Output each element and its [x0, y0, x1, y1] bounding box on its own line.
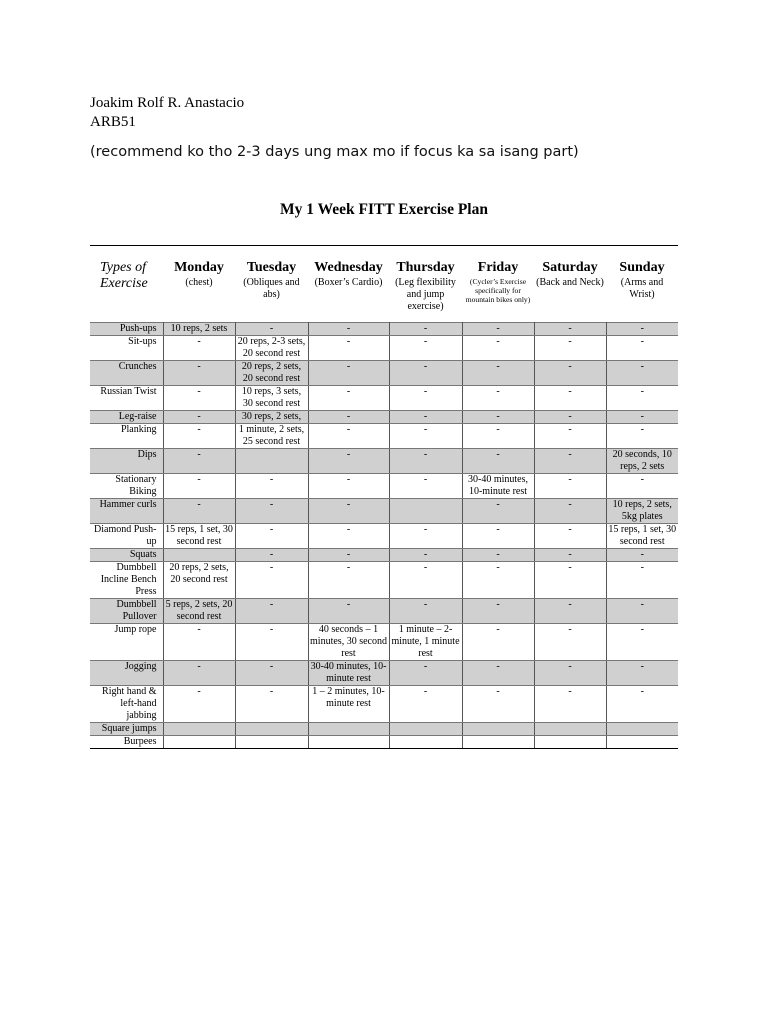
plan-cell [308, 736, 389, 749]
plan-cell [534, 723, 606, 736]
day-header-thursday [389, 255, 462, 323]
plan-cell: - [308, 424, 389, 449]
plan-cell [235, 449, 308, 474]
author-section: ARB51 [90, 114, 136, 130]
plan-cell: - [308, 524, 389, 549]
plan-cell: - [389, 562, 462, 599]
plan-cell [462, 723, 534, 736]
plan-cell: - [606, 323, 678, 336]
plan-cell: - [235, 562, 308, 599]
title-divider [90, 245, 678, 246]
plan-cell: - [308, 549, 389, 562]
table-row [90, 599, 678, 624]
plan-cell: - [235, 686, 308, 723]
exercise-plan-table [90, 255, 678, 749]
day-name: Wednesday [314, 260, 383, 275]
exercise-name-cell: Squats [90, 549, 163, 562]
page-title: My 1 Week FITT Exercise Plan [280, 201, 488, 218]
plan-cell: - [389, 323, 462, 336]
plan-cell: - [235, 323, 308, 336]
plan-cell [389, 736, 462, 749]
day-focus: (Boxer’s Cardio) [314, 277, 383, 288]
plan-cell: - [308, 449, 389, 474]
plan-cell [606, 736, 678, 749]
author-block [90, 94, 244, 132]
day-name: Thursday [396, 260, 455, 275]
plan-cell [235, 736, 308, 749]
plan-cell: - [163, 686, 235, 723]
plan-cell: - [235, 499, 308, 524]
plan-cell [534, 736, 606, 749]
plan-cell: 15 reps, 1 set, 30 second rest [163, 524, 235, 549]
table-header-row [90, 255, 678, 323]
plan-cell [163, 736, 235, 749]
plan-cell: - [163, 386, 235, 411]
table-row [90, 361, 678, 386]
plan-cell: - [606, 661, 678, 686]
plan-cell [163, 723, 235, 736]
exercise-name-cell: Diamond Push-up [90, 524, 163, 549]
day-focus: (Cycler’s Exercise specifically for mountain bikes only) [465, 277, 531, 304]
day-name: Monday [174, 260, 224, 275]
day-focus: (Arms and Wrist) [620, 277, 664, 300]
plan-cell: - [534, 686, 606, 723]
plan-cell [163, 549, 235, 562]
plan-cell [462, 736, 534, 749]
plan-cell: - [534, 323, 606, 336]
day-name: Sunday [619, 260, 665, 275]
plan-cell: - [235, 524, 308, 549]
plan-cell: 20 reps, 2 sets, 20 second rest [163, 562, 235, 599]
plan-cell: - [235, 624, 308, 661]
table-row [90, 661, 678, 686]
plan-cell: - [163, 361, 235, 386]
exercise-name-cell: Sit-ups [90, 336, 163, 361]
day-focus: (Back and Neck) [536, 277, 604, 288]
table-row [90, 723, 678, 736]
plan-cell: 15 reps, 1 set, 30 second rest [606, 524, 678, 549]
plan-cell [235, 723, 308, 736]
plan-cell: 30-40 minutes, 10-minute rest [308, 661, 389, 686]
plan-cell: 1 minute – 2-minute, 1 minute rest [389, 624, 462, 661]
plan-cell: 10 reps, 3 sets, 30 second rest [235, 386, 308, 411]
table-row [90, 411, 678, 424]
plan-cell: - [462, 411, 534, 424]
plan-cell: - [163, 624, 235, 661]
plan-cell: - [462, 562, 534, 599]
exercise-name-cell: Planking [90, 424, 163, 449]
plan-cell: - [462, 549, 534, 562]
exercise-name-cell: Square jumps [90, 723, 163, 736]
plan-cell: - [163, 661, 235, 686]
plan-cell: 20 seconds, 10 reps, 2 sets [606, 449, 678, 474]
day-header-friday [462, 255, 534, 323]
table-row [90, 736, 678, 749]
table-body [90, 323, 678, 749]
plan-cell: - [462, 599, 534, 624]
plan-cell: - [308, 323, 389, 336]
exercise-name-cell: Stationary Biking [90, 474, 163, 499]
plan-cell: - [606, 562, 678, 599]
day-header-wednesday [308, 255, 389, 323]
plan-cell: - [534, 562, 606, 599]
exercise-name-cell: Jogging [90, 661, 163, 686]
plan-cell: - [462, 336, 534, 361]
plan-cell: - [606, 424, 678, 449]
plan-cell: - [308, 562, 389, 599]
exercise-name-cell: Dips [90, 449, 163, 474]
plan-cell: - [163, 336, 235, 361]
plan-cell: - [534, 474, 606, 499]
plan-cell: - [606, 624, 678, 661]
plan-cell: 40 seconds – 1 minutes, 30 second rest [308, 624, 389, 661]
exercise-name-cell: Russian Twist [90, 386, 163, 411]
plan-cell: - [462, 686, 534, 723]
plan-cell: - [235, 474, 308, 499]
table-row [90, 474, 678, 499]
plan-cell [606, 723, 678, 736]
plan-cell: - [462, 361, 534, 386]
plan-cell: - [389, 336, 462, 361]
plan-cell: 5 reps, 2 sets, 20 second rest [163, 599, 235, 624]
day-header-saturday [534, 255, 606, 323]
day-header-tuesday [235, 255, 308, 323]
plan-cell: - [534, 624, 606, 661]
plan-cell: - [462, 449, 534, 474]
plan-cell: - [606, 474, 678, 499]
plan-cell: - [389, 449, 462, 474]
table-row [90, 562, 678, 599]
day-header-monday [163, 255, 235, 323]
plan-cell: - [389, 386, 462, 411]
plan-cell: - [534, 386, 606, 411]
plan-cell [308, 723, 389, 736]
table-row [90, 549, 678, 562]
plan-cell: 1 – 2 minutes, 10-minute rest [308, 686, 389, 723]
plan-cell: - [308, 599, 389, 624]
plan-cell: - [534, 361, 606, 386]
plan-cell: - [534, 336, 606, 361]
day-name: Saturday [542, 260, 598, 275]
plan-cell: - [163, 449, 235, 474]
plan-cell: 30 reps, 2 sets, [235, 411, 308, 424]
plan-cell: - [389, 661, 462, 686]
day-name: Friday [477, 260, 519, 275]
plan-cell: - [606, 599, 678, 624]
exercise-name-cell: Leg-raise [90, 411, 163, 424]
plan-cell: 30-40 minutes, 10-minute rest [462, 474, 534, 499]
table-row [90, 449, 678, 474]
plan-cell: - [606, 411, 678, 424]
day-focus: (Obliques and abs) [243, 277, 300, 300]
table-row [90, 323, 678, 336]
plan-cell: - [462, 624, 534, 661]
plan-cell: - [462, 424, 534, 449]
day-header-sunday [606, 255, 678, 323]
plan-cell: - [235, 661, 308, 686]
plan-cell: - [462, 323, 534, 336]
table-row [90, 336, 678, 361]
author-name: Joakim Rolf R. Anastacio [90, 95, 245, 111]
plan-cell: - [389, 411, 462, 424]
types-of-exercise-header: Types of Exercise [100, 260, 148, 291]
plan-cell: - [606, 549, 678, 562]
plan-cell: - [389, 361, 462, 386]
plan-cell: - [462, 524, 534, 549]
plan-cell: - [308, 474, 389, 499]
plan-cell: - [462, 661, 534, 686]
plan-cell: - [534, 424, 606, 449]
plan-cell: - [308, 336, 389, 361]
exercise-name-cell: Burpees [90, 736, 163, 749]
plan-cell: - [606, 361, 678, 386]
plan-cell: - [534, 661, 606, 686]
plan-cell [389, 499, 462, 524]
plan-cell: - [389, 549, 462, 562]
plan-cell: - [462, 499, 534, 524]
table-row [90, 386, 678, 411]
plan-cell: - [389, 524, 462, 549]
plan-cell: 10 reps, 2 sets [163, 323, 235, 336]
exercise-name-cell: Jump rope [90, 624, 163, 661]
plan-cell: - [235, 549, 308, 562]
plan-cell: - [606, 686, 678, 723]
plan-cell: - [534, 411, 606, 424]
plan-cell: 10 reps, 2 sets, 5kg plates [606, 499, 678, 524]
day-name: Tuesday [246, 260, 297, 275]
plan-cell: - [389, 599, 462, 624]
plan-cell: - [534, 549, 606, 562]
plan-cell [389, 723, 462, 736]
exercise-name-cell: Right hand & left-hand jabbing [90, 686, 163, 723]
plan-cell: - [308, 411, 389, 424]
plan-cell: - [534, 499, 606, 524]
plan-cell: - [163, 474, 235, 499]
plan-cell: - [389, 474, 462, 499]
plan-cell: - [163, 411, 235, 424]
table-row [90, 624, 678, 661]
exercise-name-cell: Dumbbell Pullover [90, 599, 163, 624]
plan-cell: 20 reps, 2-3 sets, 20 second rest [235, 336, 308, 361]
table-row [90, 686, 678, 723]
plan-cell: - [606, 336, 678, 361]
plan-cell: 20 reps, 2 sets, 20 second rest [235, 361, 308, 386]
plan-cell: - [606, 386, 678, 411]
plan-cell: - [462, 386, 534, 411]
plan-cell: - [534, 599, 606, 624]
plan-cell: - [308, 386, 389, 411]
plan-cell: - [534, 449, 606, 474]
plan-cell: - [389, 424, 462, 449]
plan-cell: - [534, 524, 606, 549]
day-focus: (Leg flexibility and jump exercise) [395, 277, 456, 312]
exercise-name-cell: Crunches [90, 361, 163, 386]
exercise-name-cell: Hammer curls [90, 499, 163, 524]
plan-cell: - [308, 499, 389, 524]
exercise-name-cell: Dumbbell Incline Bench Press [90, 562, 163, 599]
table-row [90, 524, 678, 549]
plan-cell: 1 minute, 2 sets, 25 second rest [235, 424, 308, 449]
plan-cell: - [235, 599, 308, 624]
table-row [90, 424, 678, 449]
plan-cell: - [308, 361, 389, 386]
plan-cell: - [163, 499, 235, 524]
exercise-name-cell: Push-ups [90, 323, 163, 336]
note-text: (recommend ko tho 2-3 days ung max mo if focus ka sa isang part) [90, 144, 579, 160]
table-row [90, 499, 678, 524]
day-focus: (chest) [185, 277, 213, 288]
plan-cell: - [389, 686, 462, 723]
plan-cell: - [163, 424, 235, 449]
